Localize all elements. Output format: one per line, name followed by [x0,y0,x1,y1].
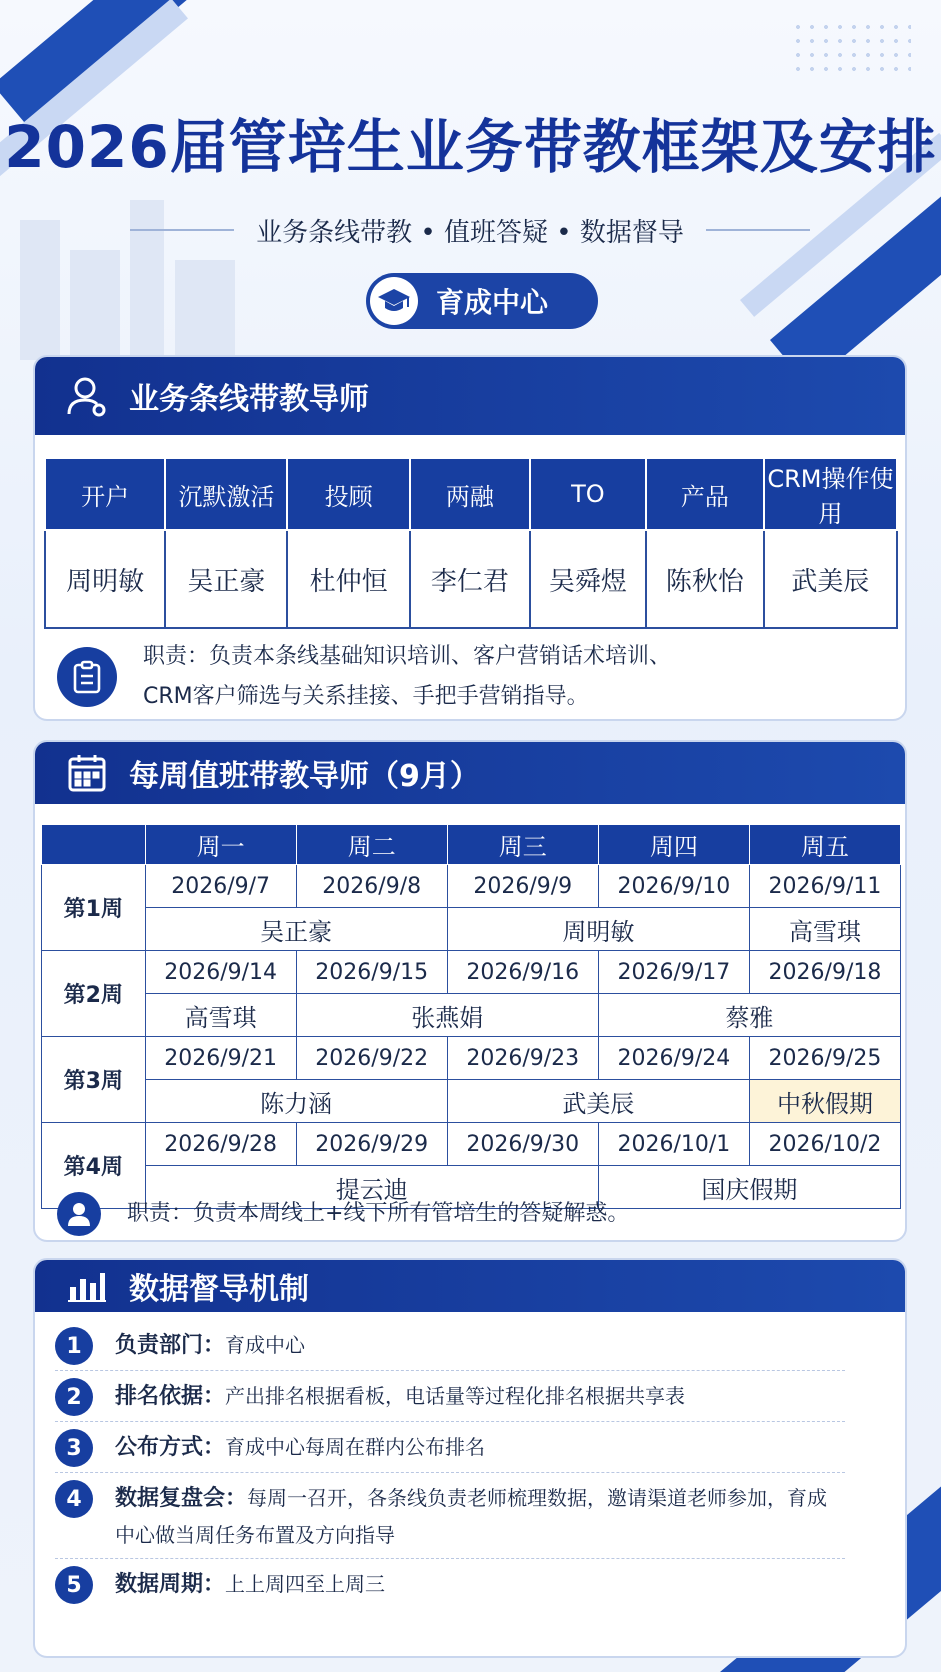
section-duty-schedule [33,740,907,1242]
list-item [55,1559,845,1609]
date-cell: 2026/9/7 [145,865,296,908]
mentor-cell: 国庆假期 [598,1166,900,1209]
date-cell: 2026/9/24 [598,1037,749,1080]
mentor-cell: 吴正豪 [145,908,447,951]
number-badge: 2 [55,1378,93,1416]
corner-cell [42,825,146,865]
column-header: 产品 [646,458,764,530]
date-cell: 2026/9/30 [447,1123,598,1166]
mentor-icon [63,372,111,420]
item-label: 负责部门： [115,1333,226,1358]
mentor-name: 吴正豪 [165,530,287,628]
item-label: 排名依据： [115,1384,226,1409]
mentor-name: 杜仲恒 [287,530,409,628]
mentor-name: 武美辰 [764,530,897,628]
day-header: 周三 [447,825,598,865]
item-label: 数据复盘会： [115,1486,248,1511]
list-text [115,1429,485,1466]
date-cell: 2026/9/17 [598,951,749,994]
item-text: 每周一召开，各条线负责老师梳理数据，邀请渠道老师参加，育成中心做当周任务布置及方向指导 [115,1486,828,1547]
date-cell: 2026/9/21 [145,1037,296,1080]
page-title: 2026届管培生业务带教框架及安排 [4,113,937,181]
section-data-supervision [33,1258,907,1658]
list-text [115,1378,685,1415]
mentor-cell: 武美辰 [447,1080,749,1123]
week-label: 第3周 [42,1037,146,1123]
section-title: 业务条线带教导师 [129,382,369,417]
subtitle: 业务条线带教 • 值班答疑 • 数据督导 [256,217,684,248]
day-header: 周五 [749,825,900,865]
column-header: CRM操作使用 [764,458,897,530]
day-header: 周四 [598,825,749,865]
mentor-table [44,457,898,629]
item-text: 育成中心 [225,1333,306,1357]
duty-schedule-table [41,824,901,1209]
item-text: 上上周四至上周三 [225,1572,386,1596]
divider [130,229,234,231]
badge-label: 育成中心 [436,286,549,319]
mentor-name: 李仁君 [410,530,530,628]
mentor-cell: 陈力涵 [145,1080,447,1123]
date-cell: 2026/9/14 [145,951,296,994]
item-text: 育成中心每周在群内公布排名 [225,1435,486,1459]
duty-text-line1: 职责：负责本条线基础知识培训、客户营销话术培训、 [143,644,672,669]
date-cell: 2026/9/11 [749,865,900,908]
list-item [55,1422,845,1473]
mentor-name: 周明敏 [45,530,165,628]
date-cell: 2026/9/15 [296,951,447,994]
date-cell: 2026/9/9 [447,865,598,908]
mentor-cell: 高雪琪 [145,994,296,1037]
mentor-cell: 高雪琪 [749,908,900,951]
week-label: 第1周 [42,865,146,951]
list-item [55,1320,845,1371]
list-item [55,1371,845,1422]
holiday-cell: 中秋假期 [749,1080,900,1123]
column-header: 开户 [45,458,165,530]
date-cell: 2026/9/18 [749,951,900,994]
date-cell: 2026/9/16 [447,951,598,994]
week-label: 第4周 [42,1123,146,1209]
supervision-list [55,1320,845,1609]
list-text [115,1480,845,1553]
column-header: 投顾 [287,458,409,530]
date-cell: 2026/9/25 [749,1037,900,1080]
bar-chart-icon [63,1262,111,1310]
date-cell: 2026/9/29 [296,1123,447,1166]
mentor-name: 陈秋怡 [646,530,764,628]
section-header [35,357,905,435]
section-title: 数据督导机制 [129,1272,309,1307]
department-badge [366,273,598,329]
date-cell: 2026/9/22 [296,1037,447,1080]
duty-note [57,1192,629,1236]
mentor-name: 吴舜煜 [530,530,646,628]
number-badge: 4 [55,1480,93,1518]
mentor-cell: 周明敏 [447,908,749,951]
list-item [55,1473,845,1559]
item-label: 公布方式： [115,1435,226,1460]
number-badge: 5 [55,1566,93,1604]
list-text [115,1327,305,1364]
column-header: TO [530,458,646,530]
mentor-cell: 张燕娟 [296,994,598,1037]
list-text [115,1566,385,1603]
section-header [35,1260,905,1312]
week-label: 第2周 [42,951,146,1037]
item-label: 数据周期： [115,1572,226,1597]
calendar-icon [63,749,111,797]
column-header: 沉默激活 [165,458,287,530]
section-header [35,742,905,804]
duty-note [57,637,671,717]
date-cell: 2026/10/2 [749,1123,900,1166]
duty-text-line2: CRM客户筛选与关系挂接、手把手营销指导。 [143,684,589,709]
column-header: 两融 [410,458,530,530]
divider [706,229,810,231]
date-cell: 2026/9/23 [447,1037,598,1080]
number-badge: 3 [55,1429,93,1467]
date-cell: 2026/9/28 [145,1123,296,1166]
item-text: 产出排名根据看板，电话量等过程化排名根据共享表 [225,1384,686,1408]
mentor-cell: 提云迪 [145,1166,598,1209]
day-header: 周一 [145,825,296,865]
graduation-cap-icon [370,277,418,325]
section-line-mentors [33,355,907,721]
day-header: 周二 [296,825,447,865]
subtitle-row [130,210,810,250]
duty-text: 职责：负责本周线上+线下所有管培生的答疑解惑。 [127,1201,630,1226]
section-title: 每周值班带教导师（9月） [129,759,480,794]
date-cell: 2026/9/10 [598,865,749,908]
person-icon [57,1192,101,1236]
mentor-cell: 蔡雅 [598,994,900,1037]
clipboard-icon [57,647,117,707]
date-cell: 2026/10/1 [598,1123,749,1166]
number-badge: 1 [55,1327,93,1365]
date-cell: 2026/9/8 [296,865,447,908]
